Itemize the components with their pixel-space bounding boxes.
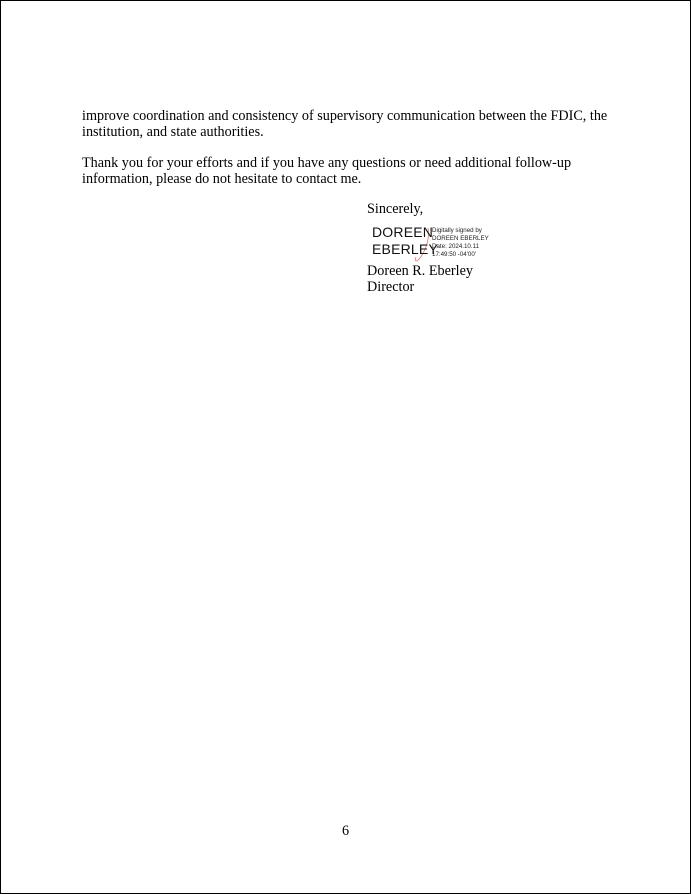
signature-meta-signer: DOREEN EBERLEY [432,235,489,242]
signature-meta-time: 17:49:50 -04'00' [432,251,476,258]
signer-title: Director [367,279,415,295]
body-paragraph-coordination: improve coordination and consistency of supervisory communication between the FDIC, the institution, and state authorities. [82,108,608,140]
signer-name: Doreen R. Eberley [367,263,473,279]
body-paragraph-thank-you: Thank you for your efforts and if you have any questions or need additional follow-up information, please do not hesitate to contact me. [82,155,572,187]
signature-name-last: EBERLEY [372,241,438,257]
closing-salutation: Sincerely, [367,201,424,217]
signer-block [367,263,473,295]
digital-signature-block[interactable] [370,224,500,264]
signature-metadata [432,227,489,259]
signature-meta-date: Date: 2024.10.11 [432,243,480,250]
page-number: 6 [341,823,350,839]
signature-meta-label: Digitally signed by [432,227,482,234]
signature-name [372,224,438,258]
signature-name-first: DOREEN [372,224,434,240]
